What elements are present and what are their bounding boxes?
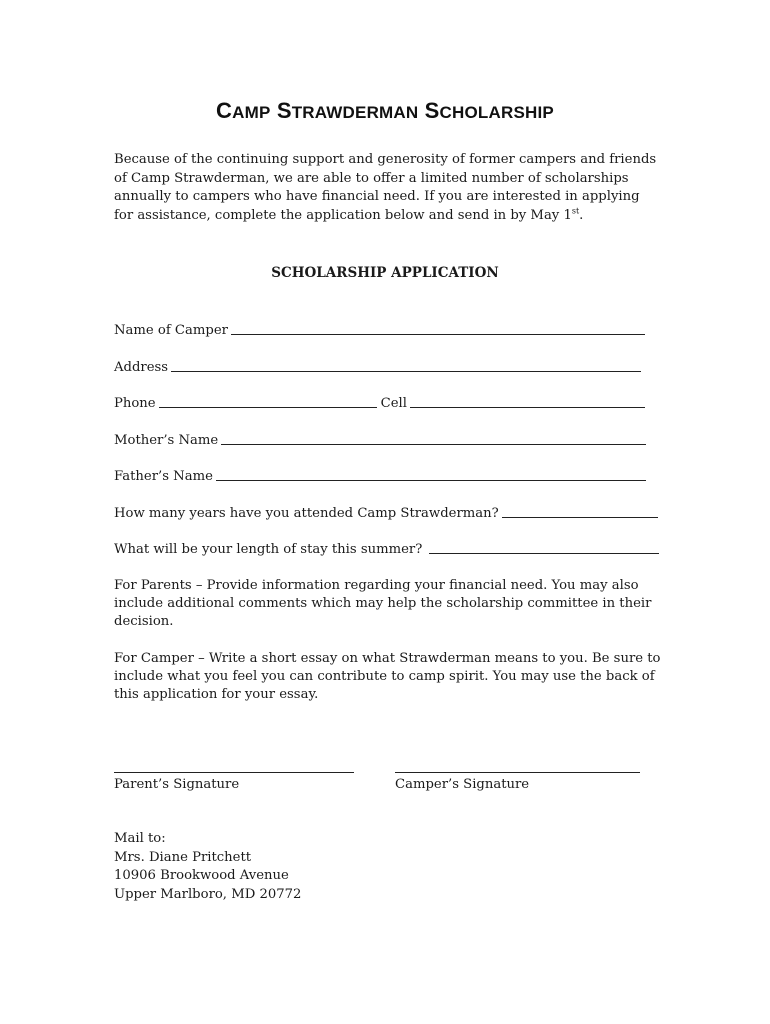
mail-to-label: Mail to:	[114, 831, 166, 846]
parents-instructions: For Parents – Provide information regarding your financial need. You may also include additional comments which may help the scholarship committee in their decision.	[114, 578, 652, 629]
document-title: CAMP STRAWDERMAN SCHOLARSHIP	[216, 98, 554, 123]
address-field[interactable]: Address	[114, 355, 641, 375]
parent-signature-label: Parent’s Signature	[114, 777, 240, 792]
mothers-name-field[interactable]: Mother’s Name	[114, 428, 646, 448]
length-of-stay-line[interactable]	[429, 539, 659, 554]
mothers-name-line[interactable]	[221, 430, 646, 445]
mail-to-block	[114, 830, 301, 904]
years-attended-line[interactable]	[502, 503, 658, 518]
camper-signature-label: Camper’s Signature	[395, 777, 530, 792]
mail-to-name: Mrs. Diane Pritchett	[114, 849, 252, 865]
fathers-name-line[interactable]	[216, 466, 646, 481]
camper-name-field[interactable]: Name of Camper	[114, 318, 645, 338]
mail-to-city: Upper Marlboro, MD 20772	[114, 886, 302, 902]
phone-line[interactable]	[159, 393, 377, 408]
address-line[interactable]	[171, 357, 641, 372]
camper-instructions: For Camper – Write a short essay on what Strawderman means to you. Be sure to include what you feel you can contribute to camp spirit. You may use the back of this application for your essay.	[114, 651, 661, 702]
camper-name-line[interactable]	[231, 320, 645, 335]
phone-field[interactable]: Phone Cell	[114, 391, 645, 411]
mail-to-street: 10906 Brookwood Avenue	[114, 868, 289, 883]
camper-signature-line[interactable]	[395, 772, 640, 773]
length-of-stay-field[interactable]: What will be your length of stay this summer?	[114, 537, 659, 557]
fathers-name-field[interactable]: Father’s Name	[114, 464, 646, 484]
application-heading: SCHOLARSHIP APPLICATION	[271, 265, 499, 281]
parent-signature-line[interactable]	[114, 772, 354, 773]
years-attended-field[interactable]: How many years have you attended Camp Strawderman?	[114, 501, 658, 521]
intro-paragraph: Because of the continuing support and generosity of former campers and friends of Camp Strawderman, we are able to offer a limited number of scholarships annually to campers who have financial need. If you are interested in applying for assistance, complete the application below and send in by May 1st.	[114, 152, 657, 223]
cell-line[interactable]	[410, 393, 645, 408]
